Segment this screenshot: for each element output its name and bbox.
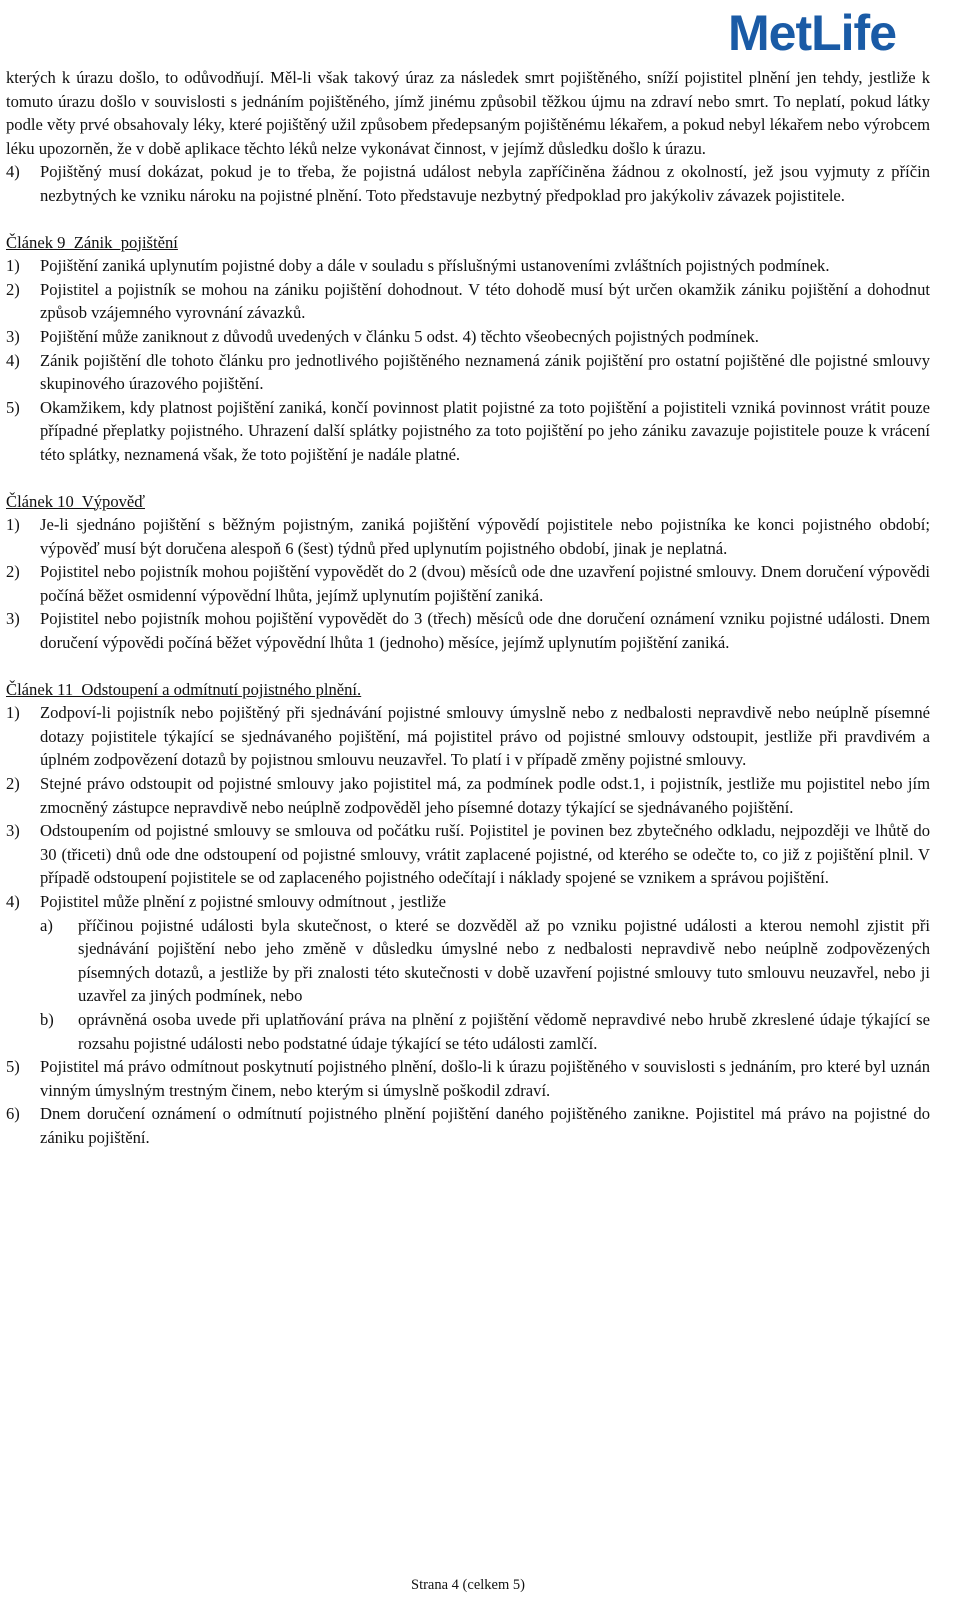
metlife-logo-mark <box>728 2 928 58</box>
list-item <box>6 349 930 396</box>
sub-list-item <box>40 914 930 1008</box>
logo-wordmark: MetLife <box>728 5 896 58</box>
list-item <box>6 560 930 607</box>
item-number: 2) <box>6 562 20 582</box>
item-number: 3) <box>6 326 20 346</box>
sub-item-letter: a) <box>40 915 53 935</box>
item-text: Stejné právo odstoupit od pojistné smlouvy jako pojistitel má, za podmínek podle odst.1, i pojistník, jestliže mu pojistitel nebo jím zmocněný zástupce nepravdivě nebo neúplně zodpověděl jeho písemné dotazy týkající se sjednávaného pojištění. <box>40 774 930 817</box>
article-10-heading: Článek 10 Výpověď <box>6 491 146 511</box>
list-item <box>6 396 930 467</box>
item-number: 5) <box>6 1057 20 1077</box>
item-number: 3) <box>6 609 20 629</box>
sub-item-text: oprávněná osoba uvede při uplatňování práva na plnění z pojištění vědomě nepravdivé nebo hrubě zkreslené údaje týkající se rozsahu pojistné události nebo podstatné údaje týkající se této události zamlčí. <box>78 1009 930 1053</box>
item-number: 6) <box>6 1104 20 1124</box>
item-number: 4) <box>6 350 20 370</box>
list-item <box>6 701 930 772</box>
page-number: Strana 4 (celkem 5) <box>411 1577 525 1593</box>
sub-item-text: příčinou pojistné události byla skutečnost, o které se dozvěděl až po vzniku pojistné události a kterou nemohl zjistit při sjednávání pojištění nebo jeho změně v důsledku úmyslné nebo z nedbalosti nepravdivě nebo neúplně zodpovězených písemných dotazů, a jestliže by při znalosti této skutečnosti v době uzavření pojistné smlouvy tuto smlouvu neuzavřel, nebo ji uzavřel za jiných podmínek, nebo <box>78 915 930 1006</box>
item-number: 4) <box>6 162 20 182</box>
intro-paragraph: kterých k úrazu došlo, to odůvodňují. Měl-li však takový úraz za následek smrt pojištěného, sníží pojistitel plnění jen tehdy, jestliže k tomuto úrazu došlo v souvislosti s jednáním pojištěného, jímž jinému způsobil těžkou újmu na zdraví nebo smrt. To neplatí, pokud látky podle věty prvé obsahovaly léky, které pojištěný užil způsobem předepsaným pojištěnému lékařem, a pokud nebyl lékařem nebo výrobcem léku upozorněn, že v době aplikace těchto léků nelze vykonávat činnost, v jejímž důsledku došlo k úrazu. <box>6 68 930 158</box>
page-footer <box>0 1576 936 1594</box>
item-number: 2) <box>6 279 20 299</box>
item-text: Je-li sjednáno pojištění s běžným pojistným, zaniká pojištění výpovědí pojistitele nebo pojistníka ke konci pojistného období; výpověď musí být doručena alespoň 6 (šest) týdnů před uplynutím pojistného období, jinak je neplatná. <box>40 515 930 558</box>
list-item <box>6 1102 930 1149</box>
document-body <box>6 66 930 1150</box>
list-item <box>6 607 930 654</box>
item-number: 1) <box>6 515 20 535</box>
article-9-list <box>6 254 930 466</box>
item-number: 3) <box>6 821 20 841</box>
article-10-list <box>6 513 930 655</box>
item-text: Pojistitel nebo pojistník mohou pojištění vypovědět do 2 (dvou) měsíců ode dne uzavření pojistné smlouvy. Dnem doručení výpovědi počíná běžet osmidenní výpovědní lhůta, jejímž uplynutím pojištění zaniká. <box>40 562 930 605</box>
item-text: Zánik pojištění dle tohoto článku pro jednotlivého pojištěného neznamená zánik pojištění pro ostatní pojištěné dle pojistné smlouvy skupinového úrazového pojištění. <box>40 350 930 394</box>
sub-list-item <box>40 1008 930 1055</box>
item-text: Pojistitel nebo pojistník mohou pojištění vypovědět do 3 (třech) měsíců ode dne doručení oznámení vzniku pojistné události. Dnem doručení výpovědi počíná běžet výpovědní lhůta 1 (jednoho) měsíce, jejímž uplynutím pojištění zaniká. <box>40 609 930 653</box>
list-item <box>6 278 930 325</box>
metlife-logo <box>728 2 928 58</box>
item-text: Pojištění zaniká uplynutím pojistné doby a dále v souladu s příslušnými ustanoveními zvláštních pojistných podmínek. <box>40 256 830 276</box>
list-item <box>6 890 930 914</box>
item-number: 2) <box>6 774 20 794</box>
item-text: Pojištění může zaniknout z důvodů uvedených v článku 5 odst. 4) těchto všeobecných pojistných podmínek. <box>40 326 759 346</box>
item-text: Pojistitel může plnění z pojistné smlouvy odmítnout , jestliže <box>40 892 447 911</box>
item-number: 5) <box>6 397 20 417</box>
item-text: Pojistitel a pojistník se mohou na zániku pojištění dohodnout. V této dohodě musí být určen okamžik zániku pojištění a dohodnut způsob vzájemného vyrovnání závazků. <box>40 279 930 323</box>
sub-item-letter: b) <box>40 1009 54 1029</box>
list-item <box>6 772 930 819</box>
article-11-heading: Článek 11 Odstoupení a odmítnutí pojistného plnění. <box>6 679 362 699</box>
item-text: Odstoupením od pojistné smlouvy se smlouva od počátku ruší. Pojistitel je povinen bez zbytečného odkladu, nejpozději ve lhůtě do 30 (třiceti) dnů ode dne odstoupení od pojistné smlouvy, vrátit zaplacené pojistné, od kterého se odečte to, co již z pojištění plnil. V případě odstoupení pojistitele se od zaplaceného pojistného odečítají i náklady spojené se vznikem a správou pojištění. <box>40 821 930 888</box>
item-number: 1) <box>6 703 20 723</box>
item-text: Dnem doručení oznámení o odmítnutí pojistného plnění pojištění daného pojištěného zanikne. Pojistitel má právo na pojistné do zániku pojištění. <box>40 1104 930 1147</box>
article-11-list <box>6 701 930 1149</box>
item-text: Pojistitel má právo odmítnout poskytnutí pojistného plnění, došlo-li k úrazu pojištěného v souvislosti s jednáním, pro které byl uznán vinným úmyslným trestným činem, nebo kterým si úmyslně poškodil zdraví. <box>40 1057 930 1100</box>
list-item <box>6 819 930 890</box>
list-item <box>6 1055 930 1102</box>
list-item <box>6 160 930 207</box>
item-text: Pojištěný musí dokázat, pokud je to třeba, že pojistná událost nebyla zapříčiněna žádnou z okolností, jež jsou vyjmuty z příčin nezbytných ke vzniku nároku na pojistné plnění. Toto představuje nezbytný předpoklad pro jakýkoliv závazek pojistitele. <box>40 162 930 205</box>
article-9-heading: Článek 9 Zánik pojištění <box>6 232 178 252</box>
item-number: 1) <box>6 256 20 276</box>
item-number: 4) <box>6 892 20 911</box>
list-item <box>6 254 930 278</box>
item-text: Zodpoví-li pojistník nebo pojištěný při sjednávání pojistné smlouvy úmyslně nebo z nedbalosti nepravdivě nebo neúplně písemné dotazy pojistitele týkající se sjednávaného pojištění, má pojistitel právo od pojistné smlouvy odstoupit, jestliže při pravdivém a úplném zodpovězení dotazů by pojistnou smlouvu neuzavřel. To platí i v případě změny pojistné smlouvy. <box>40 703 930 770</box>
list-item <box>6 513 930 560</box>
list-item <box>6 325 930 349</box>
item-text: Okamžikem, kdy platnost pojištění zaniká, končí povinnost platit pojistné za toto pojištění a pojistiteli vzniká povinnost vrátit pouze případné přeplatky pojistného. Uhrazení další splátky pojistného za toto pojištění po jeho zániku zavazuje pojistitele pouze k vrácení této splátky, neznamená však, že toto pojištění je nadále platné. <box>40 397 930 464</box>
